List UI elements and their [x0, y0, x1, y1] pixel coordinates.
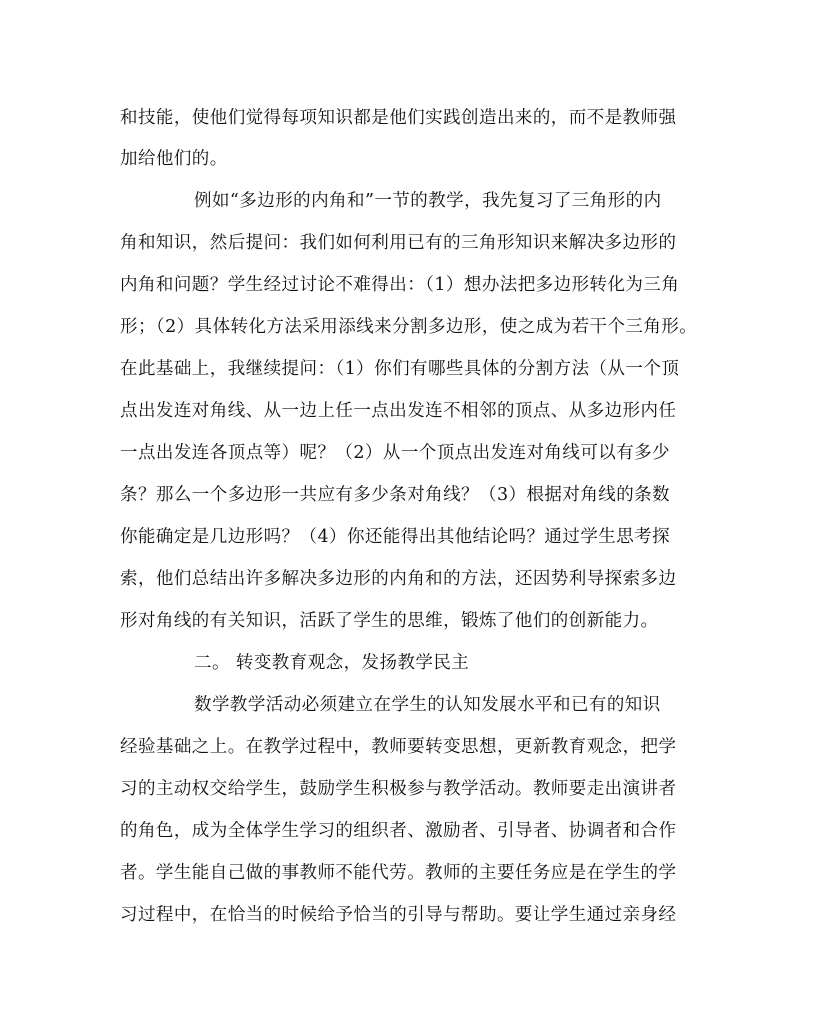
paragraph-first-line: 例如“多边形的内角和”一节的教学，我先复习了三角形的内	[194, 191, 662, 211]
section-heading: 二。 转变教育观念，发扬教学民主	[194, 653, 470, 673]
paragraph-line: 者。学生能自己做的事教师不能代劳。教师的主要任务应是在学生的学	[120, 863, 677, 883]
paragraph-line: 的角色，成为全体学生学习的组织者、激励者、引导者、协调者和合作	[120, 821, 677, 841]
paragraph-line: 和技能，使他们觉得每项知识都是他们实践创造出来的，而不是教师强	[120, 108, 677, 128]
paragraph-line: 你能确定是几边形吗？（4）你还能得出其他结论吗？通过学生思考探	[120, 527, 671, 547]
paragraph-line: 习的主动权交给学生，鼓励学生积极参与教学活动。教师要走出演讲者	[120, 779, 677, 799]
paragraph-line: 一点出发连各顶点等）呢？（2）从一个顶点出发连对角线可以有多少	[120, 443, 671, 463]
paragraph-line: 形；（2）具体转化方法采用添线来分割多边形，使之成为若干个三角形。	[120, 317, 698, 337]
paragraph-line: 内角和问题？学生经过讨论不难得出：（1）想办法把多边形转化为三角	[120, 275, 680, 295]
paragraph-line: 条？那么一个多边形一共应有多少条对角线？（3）根据对角线的条数	[120, 485, 671, 505]
paragraph-line: 习过程中，在恰当的时候给予恰当的引导与帮助。要让学生通过亲身经	[120, 905, 677, 925]
paragraph-line: 加给他们的。	[120, 149, 228, 169]
paragraph-line: 角和知识，然后提问：我们如何利用已有的三角形知识来解决多边形的	[120, 233, 677, 253]
paragraph-line: 经验基础之上。在教学过程中，教师要转变思想，更新教育观念，把学	[120, 737, 677, 757]
paragraph-line: 形对角线的有关知识，活跃了学生的思维，锻炼了他们的创新能力。	[120, 611, 659, 631]
paragraph-line: 点出发连对角线、从一边上任一点出发连不相邻的顶点、从多边形内任	[120, 401, 677, 421]
paragraph-line: 索，他们总结出许多解决多边形的内角和的方法，还因势利导探索多边	[120, 569, 677, 589]
paragraph-line: 在此基础上，我继续提问：（1）你们有哪些具体的分割方法（从一个顶	[120, 359, 680, 379]
paragraph-first-line: 数学教学活动必须建立在学生的认知发展水平和已有的知识	[194, 695, 661, 715]
